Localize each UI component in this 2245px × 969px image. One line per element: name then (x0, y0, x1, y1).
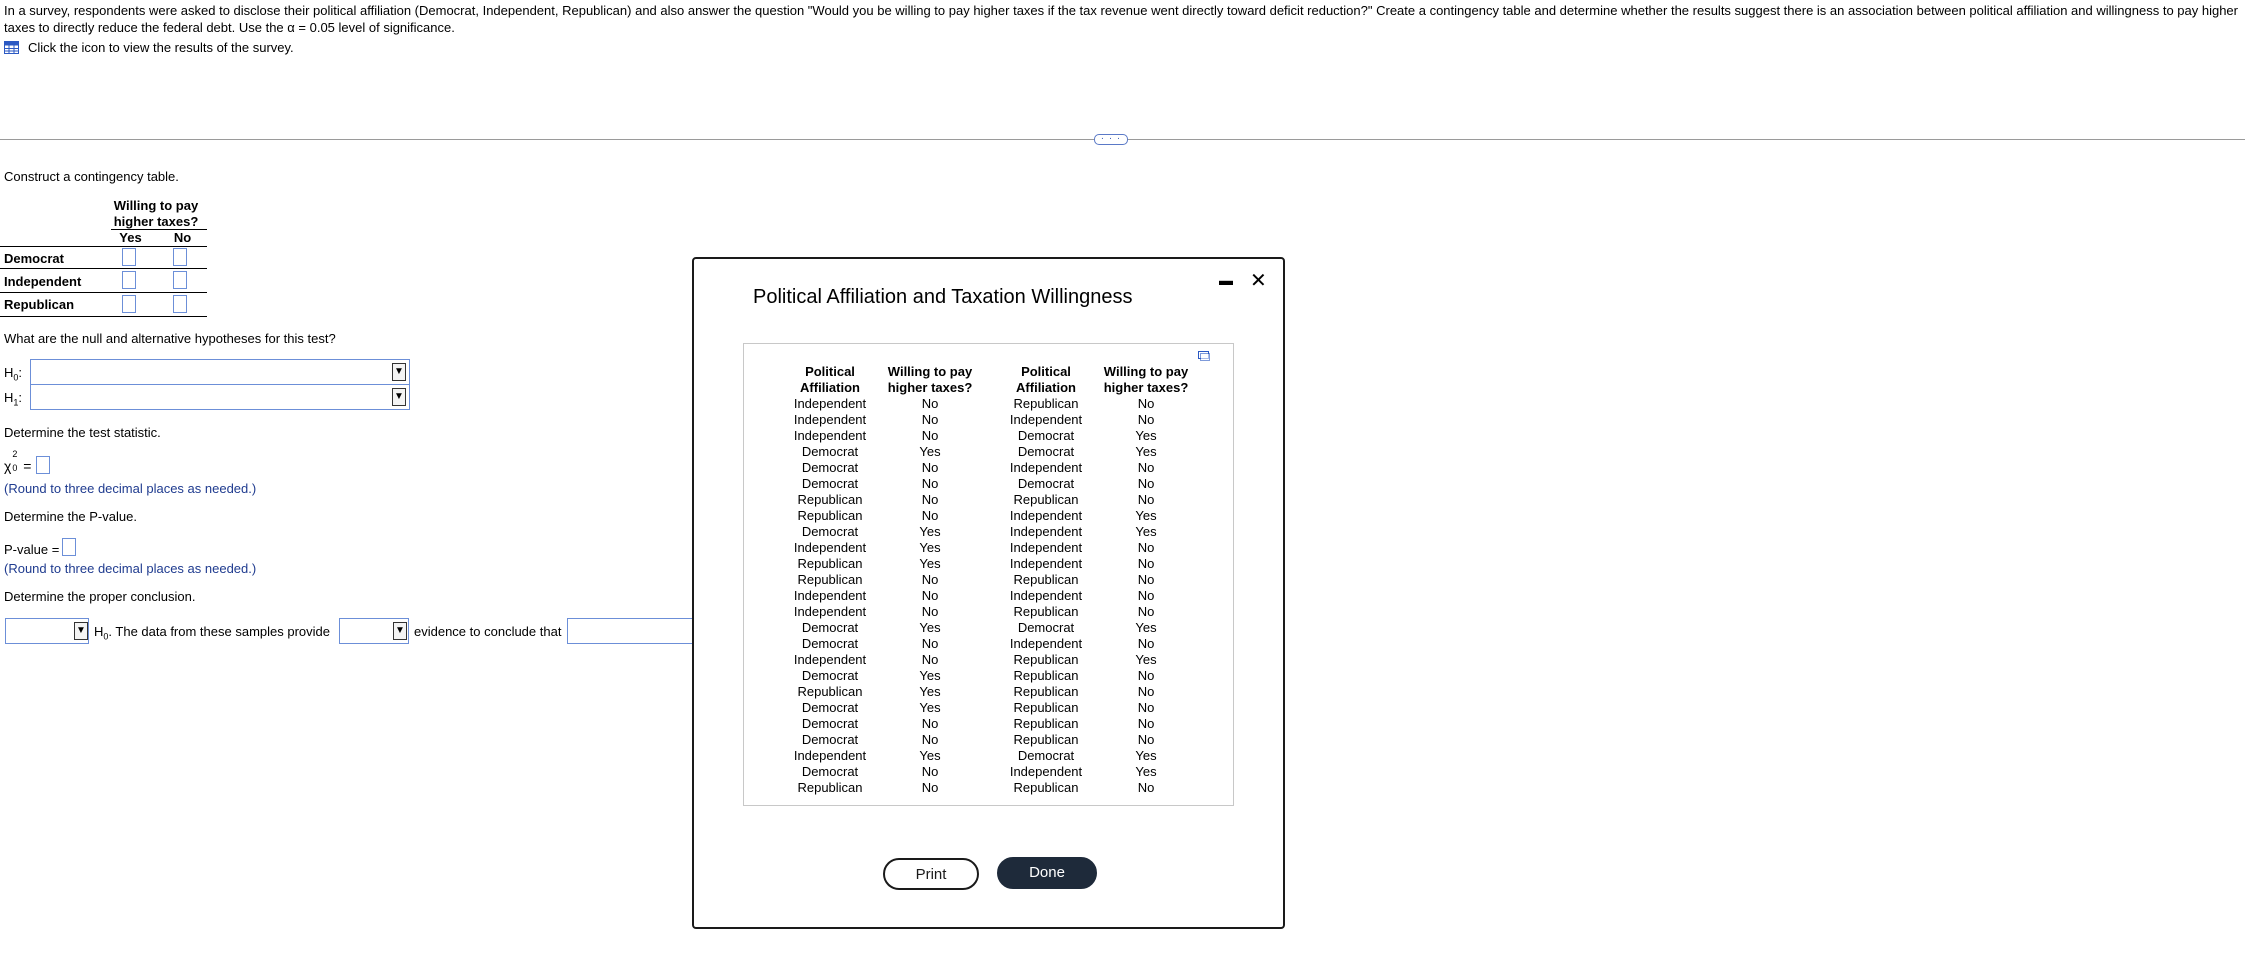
chi-round-note: (Round to three decimal places as needed.) (4, 481, 257, 496)
left-willing-cell: Yes (919, 748, 941, 763)
right-will-hdr-1: Willing to pay (1103, 364, 1189, 379)
contingency-col-title (111, 198, 201, 230)
left-willing-cell: No (921, 428, 939, 443)
left-willing-cell: No (921, 604, 939, 619)
chi-square-label (4, 449, 32, 474)
conclusion-heading: Determine the proper conclusion. (4, 589, 196, 604)
left-willing-cell: No (921, 716, 939, 731)
left-affiliation-cell: Independent (793, 748, 867, 763)
done-button[interactable]: Done (997, 857, 1097, 889)
left-affiliation-cell: Independent (793, 604, 867, 619)
left-affiliation-cell: Democrat (801, 700, 859, 715)
left-affiliation-cell: Democrat (801, 764, 859, 779)
right-affiliation-cell: Independent (1009, 556, 1083, 571)
left-willing-cell: No (921, 460, 939, 475)
left-aff-hdr-1: Political (805, 364, 855, 379)
chi-symbol: χ (4, 458, 12, 474)
print-button[interactable]: Print (883, 858, 979, 890)
right-willing-cell: No (1137, 396, 1155, 411)
left-affiliation-cell: Independent (793, 412, 867, 427)
left-willing-cell: No (921, 764, 939, 779)
left-willing-cell: No (921, 732, 939, 747)
right-affiliation-cell: Republican (1013, 780, 1079, 795)
survey-hint (4, 40, 294, 55)
right-affiliation-cell: Republican (1013, 492, 1079, 507)
reject-dropdown-arrow[interactable]: ▼ (74, 622, 88, 640)
expand-handle[interactable]: · · · (1094, 134, 1128, 145)
right-affiliation-column (999, 364, 1093, 796)
right-affiliation-cell: Democrat (1017, 444, 1075, 459)
right-affiliation-cell: Independent (1009, 412, 1083, 427)
right-affiliation-cell: Independent (1009, 764, 1083, 779)
left-willing-cell: Yes (919, 620, 941, 635)
right-willing-cell: No (1137, 780, 1155, 795)
right-affiliation-cell: Republican (1013, 604, 1079, 619)
row-rule-3 (0, 316, 207, 317)
left-affiliation-cell: Independent (793, 588, 867, 603)
col-title-line2: higher taxes? (113, 214, 199, 229)
left-affiliation-cell: Democrat (801, 716, 859, 731)
left-willing-cell: Yes (919, 540, 941, 555)
left-willing-cell: No (921, 412, 939, 427)
conclusion-mid-text: . The data from these samples provide (108, 624, 331, 639)
right-affiliation-cell: Democrat (1017, 620, 1075, 635)
right-willing-cell: Yes (1135, 428, 1157, 443)
right-willing-cell: No (1137, 556, 1155, 571)
left-willing-cell: No (921, 492, 939, 507)
right-willing-cell: No (1137, 492, 1155, 507)
pvalue-input[interactable] (62, 538, 76, 556)
h1-select[interactable] (30, 384, 410, 410)
left-affiliation-cell: Democrat (801, 524, 859, 539)
right-willing-cell: No (1137, 412, 1155, 427)
chi-superscript: 2 (12, 449, 18, 459)
left-willing-cell: No (921, 588, 939, 603)
right-affiliation-cell: Independent (1009, 524, 1083, 539)
right-willing-cell: No (1137, 668, 1155, 683)
left-affiliation-cell: Republican (797, 572, 863, 587)
right-willing-cell: Yes (1135, 620, 1157, 635)
right-willing-cell: Yes (1135, 764, 1157, 779)
row-rule-1 (0, 268, 207, 269)
pvalue-heading: Determine the P-value. (4, 509, 137, 524)
left-willing-cell: Yes (919, 684, 941, 699)
right-willing-cell: No (1137, 588, 1155, 603)
left-affiliation-cell: Independent (793, 540, 867, 555)
left-willing-cell: Yes (919, 524, 941, 539)
left-affiliation-header (785, 364, 875, 396)
right-affiliation-cell: Independent (1009, 460, 1083, 475)
right-willing-cell: No (1137, 604, 1155, 619)
table-icon[interactable] (4, 41, 19, 54)
right-affiliation-cell: Republican (1013, 732, 1079, 747)
h1-colon: : (18, 390, 23, 405)
minimize-icon[interactable]: ▬ (1219, 272, 1233, 288)
conclusion-h-letter: H (94, 624, 104, 639)
row-label-republican: Republican (4, 297, 75, 312)
right-aff-hdr-2: Affiliation (1016, 380, 1076, 395)
left-affiliation-cell: Democrat (801, 732, 859, 747)
col-yes-header: Yes (119, 230, 142, 245)
h0-select[interactable] (30, 359, 410, 385)
left-affiliation-cell: Independent (793, 396, 867, 411)
left-willing-cell: No (921, 396, 939, 411)
right-willing-cell: No (1137, 540, 1155, 555)
democrat-no-input[interactable] (173, 248, 187, 266)
right-affiliation-cell: Independent (1009, 636, 1083, 651)
left-willing-header (880, 364, 980, 396)
right-affiliation-cell: Republican (1013, 396, 1079, 411)
h1-label (4, 390, 22, 408)
right-affiliation-cell: Republican (1013, 684, 1079, 699)
problem-statement: In a survey, respondents were asked to disclose their political affiliation (Democrat, Independent, Republican) and also answer the question "Would you be willing to pay higher taxes if the tax revenue went directly toward deficit reduction?" Create a contingency table and determine whether the results suggest there is an association between political affiliation and willingness to pay higher taxes to directly reduce the federal debt. Use the α = 0.05 level of significance. (4, 3, 2238, 35)
left-willing-cell: No (921, 476, 939, 491)
right-willing-cell: No (1137, 732, 1155, 747)
right-affiliation-cell: Republican (1013, 700, 1079, 715)
left-willing-cell: Yes (919, 556, 941, 571)
left-willing-cell: No (921, 508, 939, 523)
conclusion-h-subscript: 0 (103, 631, 109, 642)
close-icon[interactable]: ✕ (1250, 270, 1267, 292)
left-willing-cell: Yes (919, 444, 941, 459)
right-willing-column (1096, 364, 1196, 796)
right-affiliation-cell: Independent (1009, 508, 1083, 523)
left-affiliation-cell: Independent (793, 428, 867, 443)
left-affiliation-cell: Democrat (801, 668, 859, 683)
evidence-dropdown-arrow[interactable]: ▼ (393, 622, 407, 640)
left-will-hdr-2: higher taxes? (887, 380, 973, 395)
col-title-line1: Willing to pay (113, 198, 199, 213)
conclusion-text-mid (94, 624, 330, 642)
h1-subscript: 1 (13, 397, 19, 408)
modal-title: Political Affiliation and Taxation Willingness (753, 286, 1133, 308)
left-aff-hdr-2: Affiliation (800, 380, 860, 395)
right-affiliation-cell: Republican (1013, 572, 1079, 587)
row-rule-2 (0, 292, 207, 293)
h0-letter: H (4, 365, 14, 380)
h0-colon: : (18, 365, 23, 380)
left-willing-cell: No (921, 636, 939, 651)
left-affiliation-cell: Democrat (801, 636, 859, 651)
left-willing-cell: Yes (919, 668, 941, 683)
left-affiliation-cell: Republican (797, 492, 863, 507)
right-willing-cell: No (1137, 700, 1155, 715)
right-willing-cell: No (1137, 460, 1155, 475)
right-willing-cell: Yes (1135, 508, 1157, 523)
conclusion-text-end: evidence to conclude that (414, 624, 562, 639)
right-willing-cell: No (1137, 476, 1155, 491)
conclusion-select[interactable] (567, 618, 697, 644)
right-willing-cell: Yes (1135, 524, 1157, 539)
right-willing-header (1096, 364, 1196, 396)
header-rule (0, 246, 207, 247)
left-affiliation-column (785, 364, 875, 796)
left-affiliation-cell: Republican (797, 780, 863, 795)
left-willing-cell: No (921, 652, 939, 667)
right-willing-cell: No (1137, 716, 1155, 731)
right-willing-cell: No (1137, 572, 1155, 587)
chi-square-input[interactable] (36, 456, 50, 474)
left-affiliation-cell: Independent (793, 652, 867, 667)
h1-letter: H (4, 390, 14, 405)
h0-subscript: 0 (13, 372, 19, 383)
right-affiliation-cell: Republican (1013, 668, 1079, 683)
republican-yes-input[interactable] (122, 295, 136, 313)
left-willing-cell: No (921, 572, 939, 587)
right-willing-cell: No (1137, 684, 1155, 699)
h1-dropdown-arrow[interactable]: ▼ (392, 388, 406, 406)
right-willing-cell: No (1137, 636, 1155, 651)
left-affiliation-cell: Republican (797, 684, 863, 699)
row-label-independent: Independent (4, 274, 82, 289)
right-affiliation-cell: Independent (1009, 588, 1083, 603)
hypotheses-question: What are the null and alternative hypotheses for this test? (4, 331, 336, 346)
right-affiliation-cell: Republican (1013, 652, 1079, 667)
left-affiliation-cell: Democrat (801, 620, 859, 635)
pvalue-round-note: (Round to three decimal places as needed.) (4, 561, 257, 576)
h0-label (4, 365, 22, 383)
copy-icon[interactable] (1198, 349, 1210, 364)
independent-no-input[interactable] (173, 271, 187, 289)
col-no-header: No (173, 230, 192, 245)
left-will-hdr-1: Willing to pay (887, 364, 973, 379)
right-willing-cell: Yes (1135, 444, 1157, 459)
survey-hint-text: Click the icon to view the results of the survey. (28, 40, 294, 55)
republican-no-input[interactable] (173, 295, 187, 313)
right-affiliation-cell: Democrat (1017, 428, 1075, 443)
left-willing-cell: No (921, 780, 939, 795)
left-affiliation-cell: Democrat (801, 444, 859, 459)
left-affiliation-cell: Democrat (801, 476, 859, 491)
left-affiliation-cell: Republican (797, 556, 863, 571)
right-willing-cell: Yes (1135, 748, 1157, 763)
row-label-democrat: Democrat (4, 251, 64, 266)
h0-dropdown-arrow[interactable]: ▼ (392, 363, 406, 381)
right-affiliation-header (999, 364, 1093, 396)
pvalue-label: P-value = (4, 542, 60, 557)
left-affiliation-cell: Democrat (801, 460, 859, 475)
chi-equals: = (19, 458, 32, 474)
right-aff-hdr-1: Political (1021, 364, 1071, 379)
right-willing-cell: Yes (1135, 652, 1157, 667)
right-affiliation-cell: Democrat (1017, 476, 1075, 491)
right-affiliation-cell: Republican (1013, 716, 1079, 731)
statistic-heading: Determine the test statistic. (4, 425, 161, 440)
right-will-hdr-2: higher taxes? (1103, 380, 1189, 395)
chi-subscript: 0 (12, 463, 18, 473)
independent-yes-input[interactable] (122, 271, 136, 289)
left-willing-column (880, 364, 980, 796)
left-willing-cell: Yes (919, 700, 941, 715)
left-affiliation-cell: Republican (797, 508, 863, 523)
right-affiliation-cell: Democrat (1017, 748, 1075, 763)
right-affiliation-cell: Independent (1009, 540, 1083, 555)
contingency-heading: Construct a contingency table. (4, 169, 179, 184)
democrat-yes-input[interactable] (122, 248, 136, 266)
